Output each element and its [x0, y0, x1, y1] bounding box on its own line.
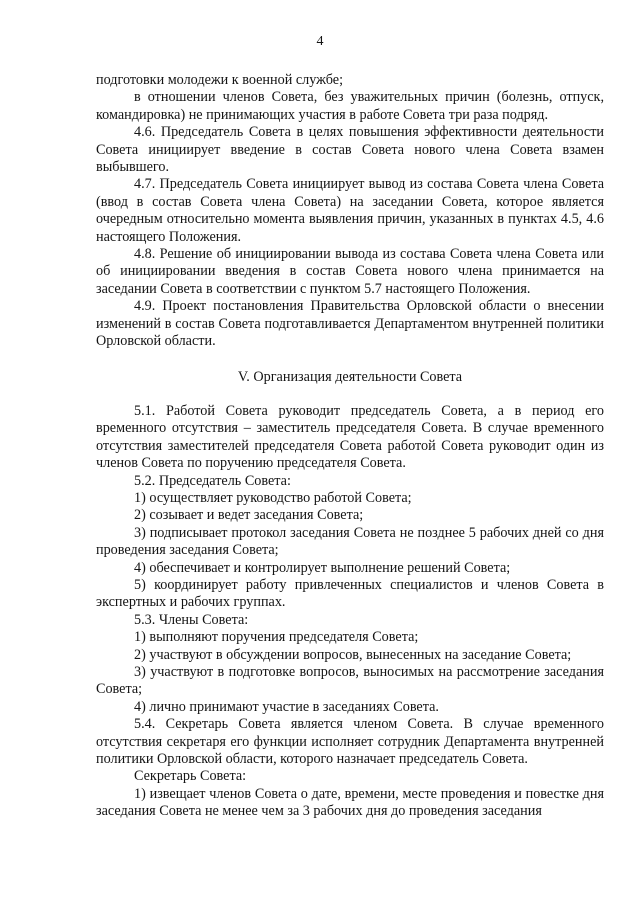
paragraph-5-4: 5.4. Секретарь Совета является членом Совета. В случае временного отсутствия секретаря его функции исполняет сотрудник Департамента внутренней политики Орловской области, которого назначает председатель Совета.	[96, 716, 604, 768]
list-item: 3) участвуют в подготовке вопросов, выносимых на рассмотрение заседания Совета;	[96, 664, 604, 698]
paragraph-4-7: 4.7. Председатель Совета инициирует вывод из состава Совета члена Совета (ввод в состав Совета члена Совета) на заседании Совета, которое является очередным относительно момента выявления причин, указанных в пунктах 4.5, 4.6 настоящего Положения.	[96, 176, 604, 245]
paragraph-4-6: 4.6. Председатель Совета в целях повышения эффективности деятельности Совета инициирует введение в состав Совета нового члена Совета взамен выбывшего.	[96, 124, 604, 176]
paragraph: в отношении членов Совета, без уважительных причин (болезнь, отпуск, командировка) не принимающих участия в работе Совета три раза подряд.	[96, 89, 604, 123]
list-item: 1) выполняют поручения председателя Совета;	[134, 629, 419, 646]
list-item: 2) созывает и ведет заседания Совета;	[134, 507, 364, 524]
list-item: 1) извещает членов Совета о дате, времени, месте проведения и повестке дня заседания Совета не менее чем за 3 рабочих дня до проведения заседания	[96, 785, 604, 820]
paragraph: Секретарь Совета:	[134, 768, 247, 785]
paragraph: подготовки молодежи к военной службе;	[96, 72, 344, 88]
list-item: 2) участвуют в обсуждении вопросов, вынесенных на заседание Совета;	[134, 646, 572, 663]
paragraph-5-3: 5.3. Члены Совета:	[134, 611, 249, 628]
section-heading: V. Организация деятельности Совета	[237, 368, 463, 385]
paragraph-5-1: 5.1. Работой Совета руководит председатель Совета, а в период его временного отсутствия – заместитель председателя Совета. В случае временного отсутствия заместителей председателя Совета работой Совета руководит один из членов Совета по поручению председателя Совета.	[96, 402, 604, 472]
list-item: 5) координирует работу привлеченных специалистов и членов Совета в экспертных и рабочих группах.	[96, 576, 604, 611]
paragraph-4-9: 4.9. Проект постановления Правительства Орловской области о внесении изменений в состав Совета подготавливается Департаментом внутренней политики Орловской области.	[96, 298, 604, 350]
list-item: 4) обеспечивает и контролирует выполнение решений Совета;	[134, 559, 511, 576]
document-body	[96, 72, 604, 821]
list-item: 4) лично принимают участие в заседаниях Совета.	[134, 698, 439, 715]
list-item: 3) подписывает протокол заседания Совета не позднее 5 рабочих дней со дня проведения заседания Совета;	[96, 524, 604, 559]
paragraph-4-8: 4.8. Решение об инициировании вывода из состава Совета члена Совета или об инициировании введения в состав Совета нового члена принимается на заседании Совета в соответствии с пунктом 5.7 настоящего Положения.	[96, 246, 604, 297]
paragraph-5-2: 5.2. Председатель Совета:	[134, 472, 291, 489]
page-number: 4	[316, 34, 324, 49]
list-item: 1) осуществляет руководство работой Совета;	[134, 489, 412, 506]
